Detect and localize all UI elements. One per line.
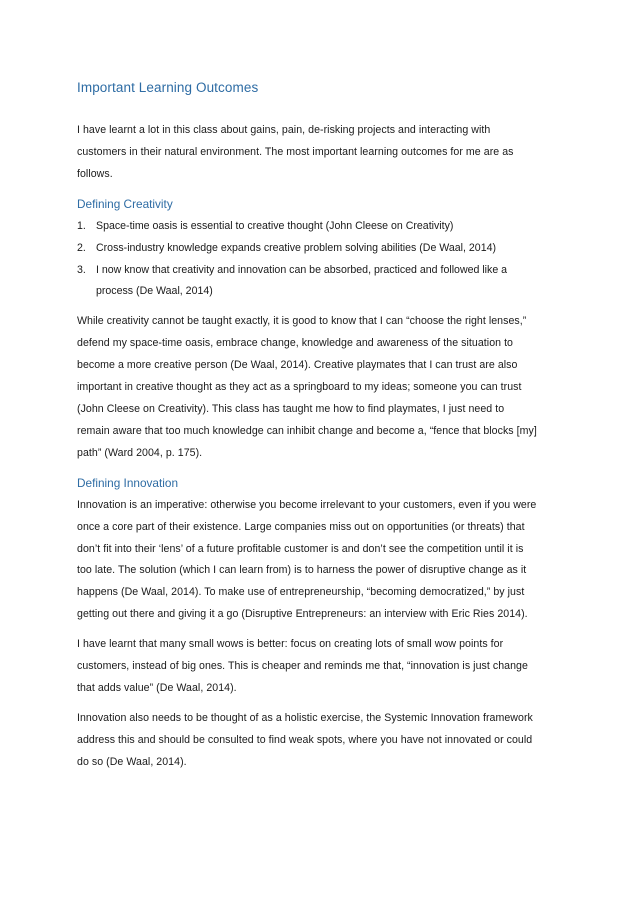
creativity-paragraph: While creativity cannot be taught exactly, it is good to know that I can “choose the right lenses,” defend my space-time oasis, embrace change, knowledge and awareness of the situation to become a more creative person (De Waal, 2014). Creative playmates that I can trust are also important in creative thought as they act as a springboard to my ideas; someone you can trust (John Cleese on Creativity). This class has taught me how to find playmates, I just need to remain aware that too much knowledge can inhibit change and become a, “fence that blocks [my] path” (Ward 2004, p. 175). [77, 315, 537, 459]
list-item-text: Space-time oasis is essential to creative thought (John Cleese on Creativity) [96, 219, 454, 232]
document-title: Important Learning Outcomes [77, 80, 259, 95]
document-content [77, 78, 537, 782]
small-wows-paragraph: I have learnt that many small wows is better: focus on creating lots of small wow points for customers, instead of big ones. This is cheaper and reminds me that, “innovation is just change that adds value” (De Waal, 2014). [77, 638, 528, 694]
creativity-outcomes-list [77, 216, 537, 304]
holistic-paragraph: Innovation also needs to be thought of as a holistic exercise, the Systemic Innovation framework address this and should be consulted to find weak spots, where you have not innovated or could do so (De Waal, 2014). [77, 711, 533, 768]
section-heading-creativity: Defining Creativity [77, 196, 173, 211]
intro-paragraph: I have learnt a lot in this class about gains, pain, de-risking projects and interacting with customers in their natural environment. The most important learning outcomes for me are as follows. [77, 124, 514, 180]
list-item-number: 2. [77, 241, 86, 254]
list-item-text: Cross-industry knowledge expands creative problem solving abilities (De Waal, 2014) [96, 241, 497, 254]
list-item [77, 260, 537, 304]
section-heading-innovation: Defining Innovation [77, 475, 178, 490]
list-item-number: 1. [77, 219, 86, 232]
innovation-paragraph: Innovation is an imperative: otherwise you become irrelevant to your customers, even if you were once a core part of their existence. Large companies miss out on opportunities (or threats) that don’t fit into their ‘lens’ of a future profitable customer is and don’t see the competition until it is too late. The solution (which I can learn from) is to harness the power of disruptive change as it happens (De Waal, 2014). To make use of entrepreneurship, “becoming democratized,” by just getting out there and giving it a go (Disruptive Entrepreneurs: an interview with Eric Ries 2014). [77, 498, 537, 621]
list-item [77, 216, 537, 238]
list-item-text: I now know that creativity and innovation can be absorbed, practiced and followed like a process (De Waal, 2014) [96, 263, 508, 298]
list-item-number: 3. [77, 263, 86, 276]
list-item [77, 238, 537, 260]
